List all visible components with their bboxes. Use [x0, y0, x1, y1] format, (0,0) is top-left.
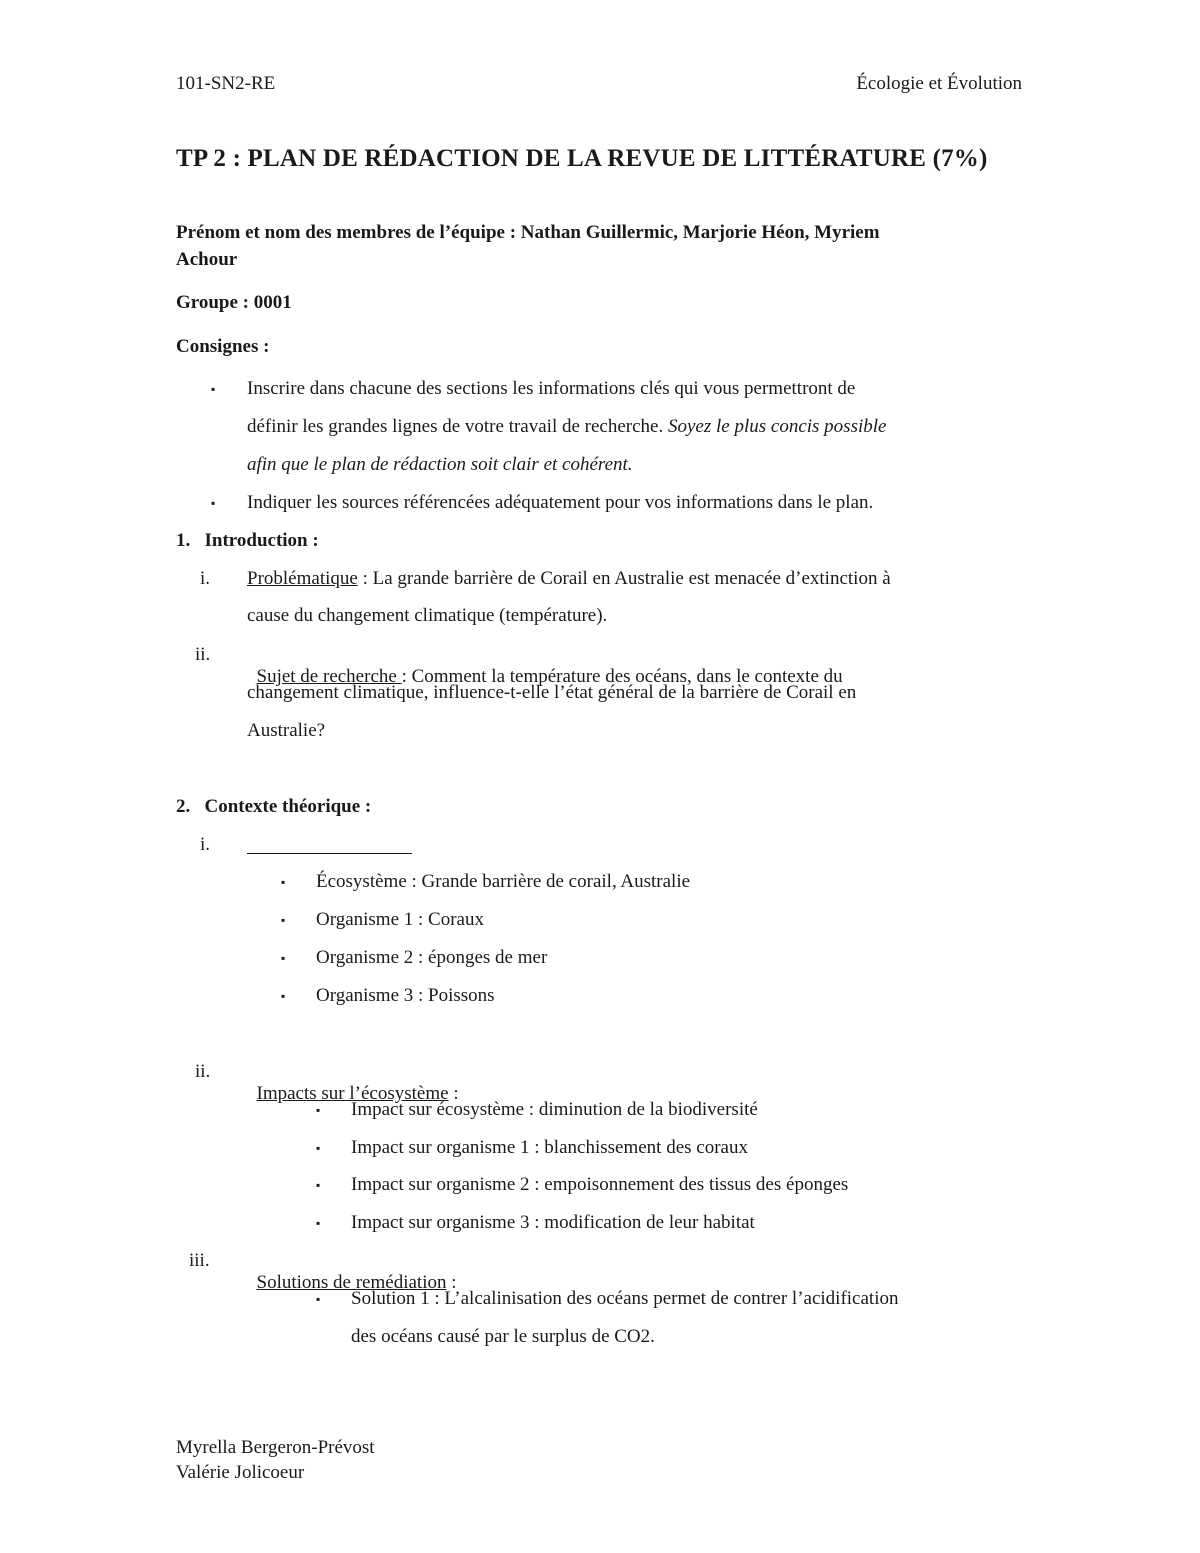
impact-item: Impact sur organisme 3 : modification de leur habitat — [351, 1212, 755, 1233]
consigne-2: Indiquer les sources référencées adéquatement pour vos informations dans le plan. — [247, 492, 874, 513]
consigne-1-line-1: Inscrire dans chacune des sections les informations clés qui vous permettront de — [247, 378, 856, 399]
footer-author-1: Myrella Bergeron-Prévost — [176, 1437, 375, 1458]
consigne-1-italic-start: Soyez le plus concis possible — [667, 416, 887, 437]
sujet-text: : Comment la température des océans, dans le contexte du — [401, 666, 843, 687]
bullet-icon: ▪ — [316, 1292, 321, 1306]
contexte-item-iii-number: iii. — [189, 1250, 210, 1271]
context-i-item: Organisme 3 : Poissons — [316, 985, 495, 1006]
contexte-item-i-number: i. — [200, 834, 211, 855]
footer-author-2: Valérie Jolicoeur — [176, 1462, 305, 1483]
group-number: Groupe : 0001 — [176, 292, 292, 313]
problematique-label: Problématique — [247, 568, 358, 589]
consignes-heading: Consignes : — [176, 336, 270, 357]
bullet-icon: ▪ — [316, 1141, 321, 1155]
bullet-icon: ▪ — [281, 875, 286, 889]
bullet-icon: ▪ — [281, 989, 286, 1003]
intro-item-ii-number: ii. — [195, 644, 211, 665]
impacts-label: Impacts sur l’écosystème — [256, 1083, 449, 1104]
impact-item: Impact sur écosystème : diminution de la biodiversité — [351, 1099, 758, 1120]
bullet-icon: ▪ — [316, 1178, 321, 1192]
intro-sujet-line-3: Australie? — [247, 720, 326, 741]
intro-item-i-number: i. — [200, 568, 211, 589]
header-course-name: Écologie et Évolution — [856, 73, 1022, 94]
intro-problematique-line-1 — [247, 568, 891, 590]
consigne-1-line-3: afin que le plan de rédaction soit clair et cohérent. — [247, 454, 633, 475]
bullet-icon: ▪ — [211, 382, 216, 396]
impact-item: Impact sur organisme 1 : blanchissement des coraux — [351, 1137, 748, 1158]
bullet-icon: ▪ — [316, 1103, 321, 1117]
solutions-label: Solutions de remédiation — [256, 1272, 447, 1293]
solution-1-line-2: des océans causé par le surplus de CO2. — [351, 1326, 655, 1347]
header-course-code: 101-SN2-RE — [176, 73, 276, 94]
intro-problematique-line-2: cause du changement climatique (température). — [247, 605, 608, 626]
impacts-suffix: : — [448, 1083, 459, 1104]
solution-1-line-1: Solution 1 : L’alcalinisation des océans permet de contrer l’acidification — [351, 1288, 899, 1309]
introduction-heading: 1. Introduction : — [176, 530, 319, 551]
intro-sujet-line-2: changement climatique, influence-t-elle l’état général de la barrière de Corail en — [247, 682, 857, 703]
context-i-item: Organisme 2 : éponges de mer — [316, 947, 548, 968]
consigne-1-line-2-text: définir les grandes lignes de votre travail de recherche. — [247, 416, 668, 437]
contexte-heading: 2. Contexte théorique : — [176, 796, 372, 817]
consigne-1-line-2 — [247, 416, 886, 438]
bullet-icon: ▪ — [281, 951, 286, 965]
context-i-item: Écosystème : Grande barrière de corail, Australie — [316, 871, 691, 892]
sujet-label: Sujet de recherche — [256, 666, 402, 687]
context-i-item: Organisme 1 : Coraux — [316, 909, 484, 930]
bullet-icon: ▪ — [211, 496, 216, 510]
bullet-icon: ▪ — [281, 913, 286, 927]
blank-line — [247, 853, 412, 854]
team-line-2: Achour — [176, 249, 238, 270]
solutions-suffix: : — [446, 1272, 457, 1293]
contexte-item-ii-number: ii. — [195, 1061, 211, 1082]
problematique-text: : La grande barrière de Corail en Australie est menacée d’extinction à — [357, 568, 891, 589]
bullet-icon: ▪ — [316, 1216, 321, 1230]
team-line-1: Prénom et nom des membres de l’équipe : Nathan Guillermic, Marjorie Héon, Myriem — [176, 222, 880, 243]
impact-item: Impact sur organisme 2 : empoisonnement des tissus des éponges — [351, 1174, 849, 1195]
document-title: TP 2 : PLAN DE RÉDACTION DE LA REVUE DE LITTÉRATURE (7%) — [176, 145, 988, 172]
